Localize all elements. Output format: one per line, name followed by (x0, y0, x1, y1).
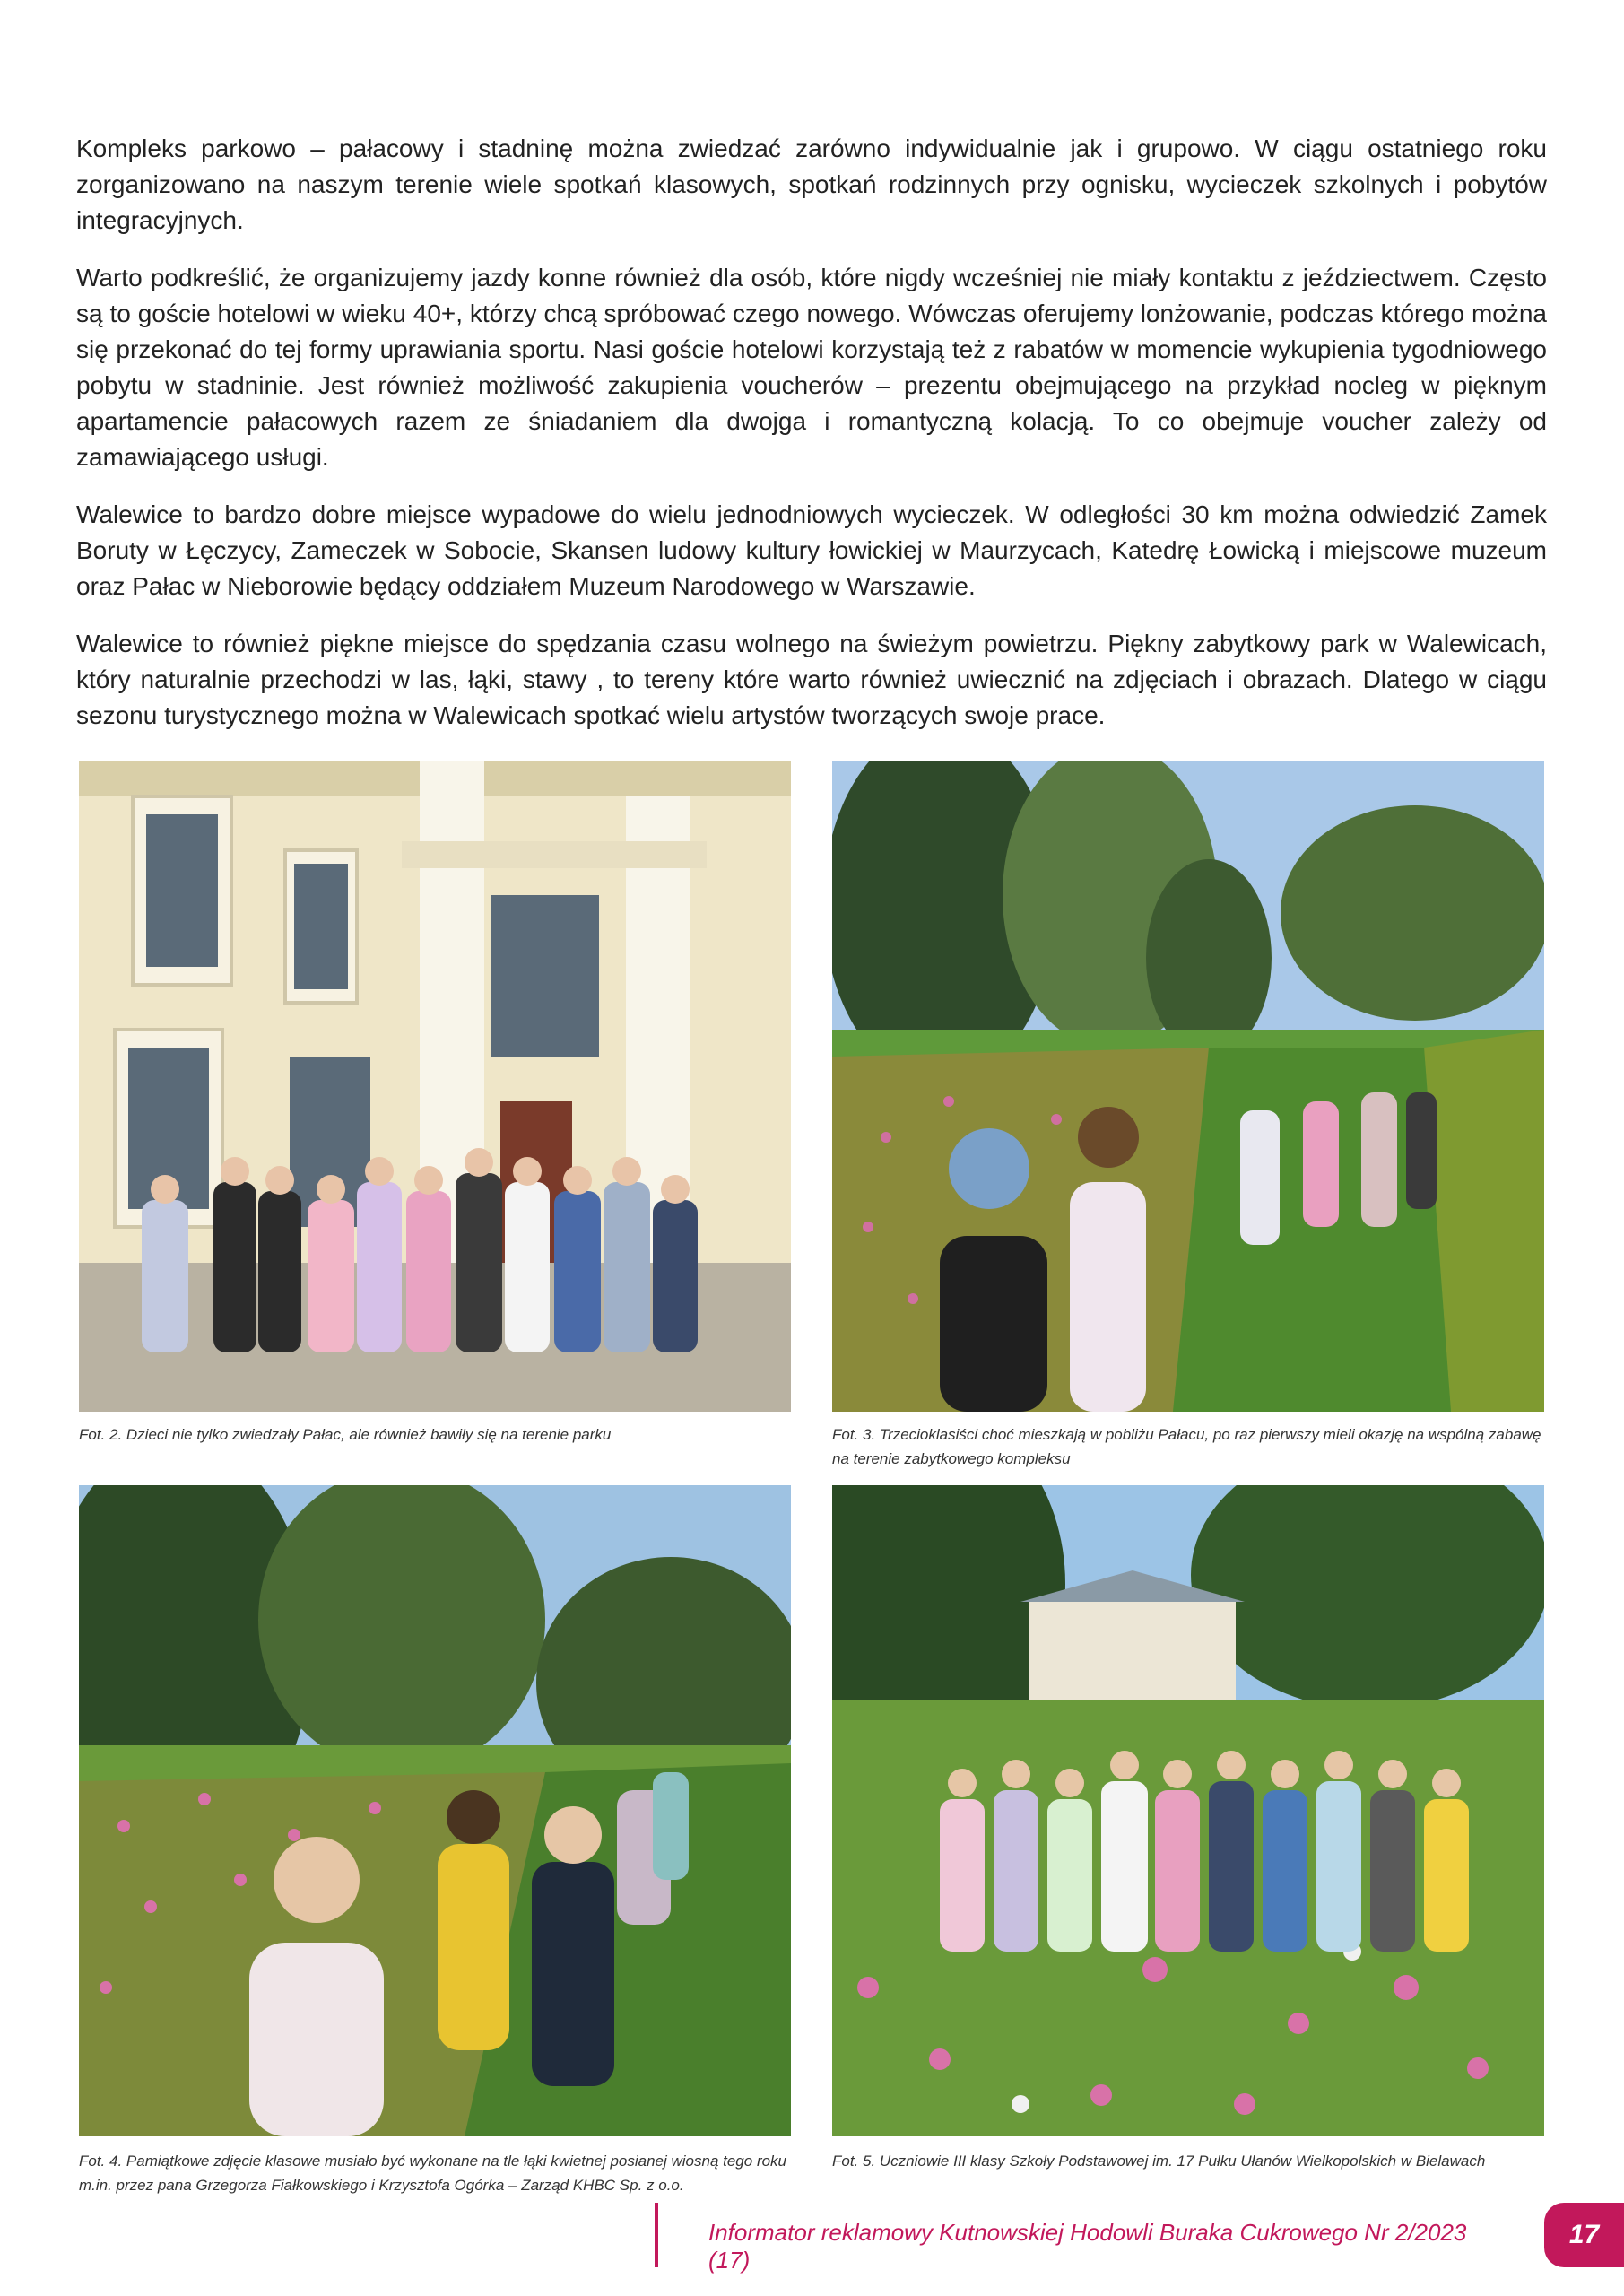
photo-class-group-flowers (832, 1485, 1544, 2136)
paragraph-2: Warto podkreślić, że organizujemy jazdy konne również dla osób, które nigdy wcześniej nie miały kontaktu z jeździectwem. Często są to goście hotelowi w wieku 40+, którzy chcą spróbować czego nowego. Wówczas oferujemy lonżowanie, podczas którego można się przekonać do tej formy uprawiania sportu. Nasi goście hotelowi korzystają też z rabatów w momencie wykupienia tygodniowego pobytu w stadninie. Jest również możliwość zakupienia voucherów – prezentu obejmującego na przykład nocleg w pięknym apartamencie pałacowych razem ze śniadaniem dla dwojga i romantyczną kolacją. To co obejmuje voucher zależy od zamawiającego usługi. (76, 264, 1547, 471)
caption-fot-3: Fot. 3. Trzecioklasiści choć mieszkają w pobliżu Pałacu, po raz pierwszy mieli okazję na wspólną zabawę na terenie zabytkowego kompleksu (832, 1426, 1541, 1467)
photo-flower-meadow-walk (79, 1485, 791, 2136)
photo-garden-walk (832, 761, 1544, 1412)
article-text (76, 131, 1547, 755)
caption-fot-5: Fot. 5. Uczniowie III klasy Szkoły Podstawowej im. 17 Pułku Ułanów Wielkopolskich w Bielawach (832, 2152, 1486, 2170)
paragraph-3: Walewice to bardzo dobre miejsce wypadowe do wielu jednodniowych wycieczek. W odległości 30 km można odwiedzić Zamek Boruty w Łęczycy, Zameczek w Sobocie, Skansen ludowy kultury łowickiej w Maurzycach, Katedrę Łowicką i miejscowe muzeum oraz Pałac w Nieborowie będący oddziałem Muzeum Narodowego w Warszawie. (76, 500, 1547, 600)
paragraph-4: Walewice to również piękne miejsce do spędzania czasu wolnego na świeżym powietrzu. Piękny zabytkowy park w Walewicach, który naturalnie przechodzi w las, łąki, stawy , to tereny które warto również uwiecznić na zdjęciach i obrazach. Dlatego w ciągu sezonu turystycznego można w Walewicach spotkać wielu artystów tworzących swoje prace. (76, 630, 1547, 729)
paragraph-1: Kompleks parkowo – pałacowy i stadninę można zwiedzać zarówno indywidualnie jak i grupowo. W ciągu ostatniego roku zorganizowano na naszym terenie wiele spotkań klasowych, spotkań rodzinnych przy ognisku, wycieczek szkolnych i pobytów integracyjnych. (76, 135, 1547, 234)
caption-fot-2: Fot. 2. Dzieci nie tylko zwiedzały Pałac, ale również bawiły się na terenie parku (79, 1426, 612, 1443)
photo-palace-group (79, 761, 791, 1412)
footer-publication-title: Informator reklamowy Kutnowskiej Hodowli Buraka Cukrowego Nr 2/2023 (17) (708, 2219, 1467, 2274)
page-number-badge: 17 (1544, 2203, 1624, 2267)
footer-divider (655, 2203, 658, 2267)
caption-fot-4: Fot. 4. Pamiątkowe zdjęcie klasowe musiało być wykonane na tle łąki kwietnej posianej wiosną tego roku m.in. przez pana Grzegorza Fiałkowskiego i Krzysztofa Ogórka – Zarząd KHBC Sp. z o.o. (79, 2152, 787, 2194)
